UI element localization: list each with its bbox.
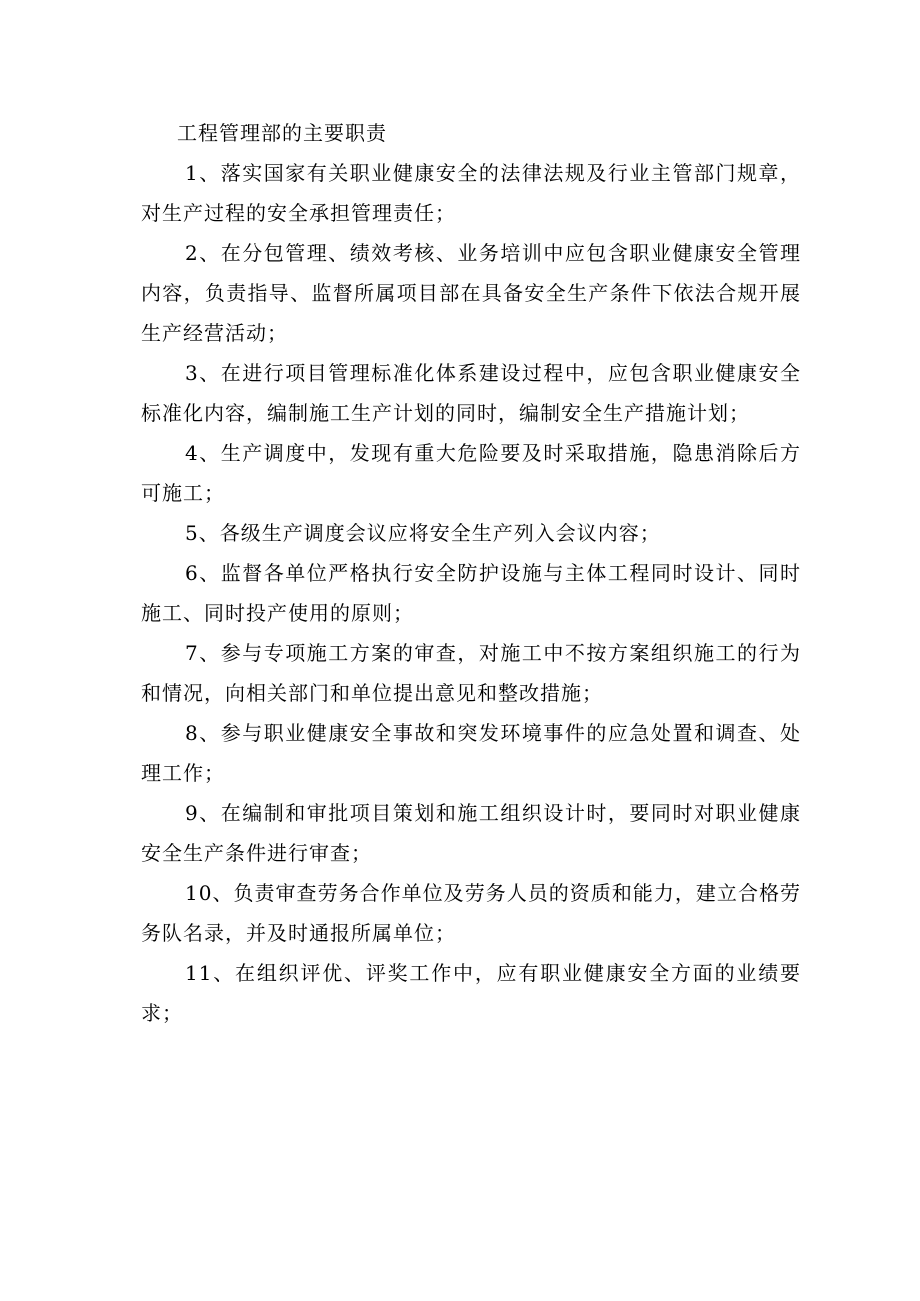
clause-7: 7、参与专项施工方案的审查，对施工中不按方案组织施工的行为和情况，向相关部门和单位提出意见和整改措施； [141,641,801,705]
clause-6: 6、监督各单位严格执行安全防护设施与主体工程同时设计、同时施工、同时投产使用的原则； [141,561,801,625]
clause-2: 2、在分包管理、绩效考核、业务培训中应包含职业健康安全管理内容，负责指导、监督所属项目部在具备安全生产条件下依法合规开展生产经营活动； [141,241,801,345]
document-title: 工程管理部的主要职责 [177,121,387,145]
clause-1: 1、落实国家有关职业健康安全的法律法规及行业主管部门规章，对生产过程的安全承担管理责任； [141,161,801,225]
clause-10: 10、负责审查劳务合作单位及劳务人员的资质和能力，建立合格劳务队名录，并及时通报所属单位； [141,881,801,945]
clause-5: 5、各级生产调度会议应将安全生产列入会议内容； [185,521,661,545]
document-body [141,113,801,1033]
clause-11: 11、在组织评优、评奖工作中，应有职业健康安全方面的业绩要求； [141,961,801,1025]
clause-4: 4、生产调度中，发现有重大危险要及时采取措施，隐患消除后方可施工； [141,441,801,505]
clause-3: 3、在进行项目管理标准化体系建设过程中，应包含职业健康安全标准化内容，编制施工生产计划的同时，编制安全生产措施计划； [141,361,801,425]
clause-9: 9、在编制和审批项目策划和施工组织设计时，要同时对职业健康安全生产条件进行审查； [141,801,801,865]
clause-8: 8、参与职业健康安全事故和突发环境事件的应急处置和调查、处理工作； [141,721,801,785]
